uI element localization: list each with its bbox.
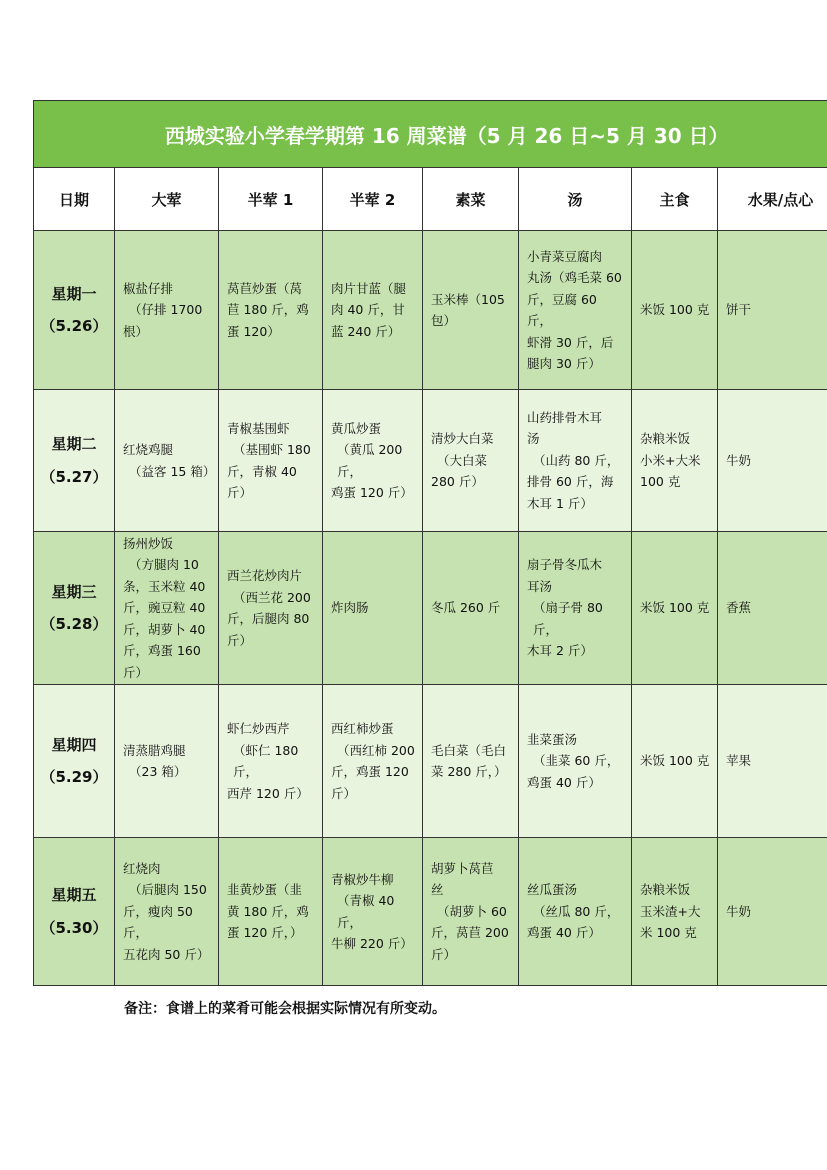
dish-line: （扇子骨 80 斤， <box>533 600 603 637</box>
dish-line: 肉 40 斤，甘 <box>331 302 405 318</box>
dish-line: （益客 15 箱） <box>129 463 216 479</box>
dish-line: 西芹 120 斤） <box>227 785 309 801</box>
dish-line: 西兰花炒肉片 <box>227 568 303 583</box>
dish-line: 红烧肉 <box>123 860 161 876</box>
day-cell <box>34 838 115 986</box>
spacer <box>34 907 114 917</box>
weekday-label: 星期二 <box>51 435 97 453</box>
dish-line: 蛋 120 斤，） <box>227 925 303 941</box>
weekday-label: 星期三 <box>51 582 97 601</box>
dish-line: 山药排骨木耳 <box>527 409 603 425</box>
column-header: 水果/点心 <box>718 168 827 231</box>
dish-line: （后腿肉 150 <box>129 882 207 898</box>
column-header: 半荤 2 <box>323 168 423 231</box>
dish-line: 青椒基围虾 <box>227 420 290 436</box>
day-cell <box>34 685 115 838</box>
dish-line: 肉片甘蓝（腿 <box>331 280 407 296</box>
dish-cell-vegetable <box>423 390 519 532</box>
dish-cell-main-meat <box>115 532 219 685</box>
dish-cell-half-meat-2 <box>323 532 423 685</box>
dish-line: 木耳 2 斤） <box>527 643 593 659</box>
spacer <box>34 305 114 315</box>
dish-cell-soup <box>519 231 632 390</box>
menu-row <box>34 838 827 986</box>
dish-line: 炸肉肠 <box>331 600 369 616</box>
day-cell <box>34 532 115 685</box>
column-header: 大荤 <box>115 168 219 231</box>
dish-line: 丝 <box>431 882 444 898</box>
dish-line: 杂粮米饭 <box>640 882 691 898</box>
dish-line: 香蕉 <box>726 600 752 616</box>
dish-line: 丸汤（鸡毛菜 60 <box>527 270 622 285</box>
dish-cell-staple <box>632 231 718 390</box>
menu-title: 西城实验小学春学期第 16 周菜谱（5 月 26 日~5 月 30 日） <box>164 123 729 148</box>
dish-cell-half-meat-1 <box>219 390 323 532</box>
dish-line: 斤，鸡蛋 120 <box>331 764 409 779</box>
dish-line: （仔排 1700 <box>129 302 203 318</box>
dish-line: 西红柿炒蛋 <box>331 721 394 736</box>
date-label: （5.26） <box>40 317 108 335</box>
dish-line: 青椒炒牛柳 <box>331 871 394 887</box>
menu-row <box>34 390 827 532</box>
dish-line: 扬州炒饭 <box>123 535 174 551</box>
date-label: （5.27） <box>40 467 108 486</box>
dish-line: （虾仁 180 斤， <box>233 742 299 779</box>
dish-cell-half-meat-2 <box>323 231 423 390</box>
column-header: 日期 <box>34 168 115 231</box>
dish-line: 斤） <box>431 946 457 962</box>
dish-cell-main-meat <box>115 685 219 838</box>
dish-cell-main-meat <box>115 390 219 532</box>
dish-line: （西兰花 200 <box>233 589 311 605</box>
dish-line: 斤，鸡蛋 160 <box>123 643 201 659</box>
dish-line: 玉米棒（105 <box>431 291 505 307</box>
dish-line: 鸡蛋 120 斤） <box>331 485 413 500</box>
dish-line: 斤） <box>123 664 149 680</box>
dish-line: 蛋 120） <box>227 323 280 339</box>
dish-line: 毛白菜（毛白 <box>431 742 507 758</box>
dish-line: 斤，莴苣 200 <box>431 925 509 941</box>
dish-line: 苣 180 斤，鸡 <box>227 302 309 318</box>
dish-cell-soup <box>519 532 632 685</box>
menu-body <box>34 231 827 986</box>
dish-line: 斤，豆腐 60 斤， <box>527 291 597 328</box>
dish-line: 杂粮米饭 <box>640 431 691 447</box>
dish-line: 鸡蛋 40 斤） <box>527 774 601 790</box>
dish-line: 黄瓜炒蛋 <box>331 420 382 436</box>
column-header: 汤 <box>519 168 632 231</box>
menu-table-wrapper <box>33 100 827 986</box>
dish-line: 米饭 100 克 <box>640 753 710 769</box>
dish-line: 米饭 100 克 <box>640 600 710 616</box>
dish-line: 牛奶 <box>726 452 752 468</box>
dish-line: 根） <box>123 323 149 339</box>
weekday-label: 星期五 <box>51 886 97 904</box>
dish-line: 胡萝卜莴苣 <box>431 860 494 876</box>
dish-cell-half-meat-1 <box>219 838 323 986</box>
dish-line: 斤，瘦肉 50 斤， <box>123 903 193 941</box>
dish-line: 清蒸腊鸡腿 <box>123 742 186 758</box>
menu-title-cell <box>34 101 827 168</box>
dish-cell-staple <box>632 390 718 532</box>
dish-line: 黄 180 斤，鸡 <box>227 903 309 919</box>
menu-row <box>34 532 827 685</box>
dish-cell-fruit-snack <box>718 231 827 390</box>
dish-line: 椒盐仔排 <box>123 280 174 296</box>
dish-line: 汤 <box>527 431 540 447</box>
dish-cell-half-meat-1 <box>219 685 323 838</box>
dish-cell-staple <box>632 838 718 986</box>
dish-line: 玉米渣+大 <box>640 903 701 919</box>
date-label: （5.29） <box>40 768 108 786</box>
dish-line: 牛奶 <box>726 903 752 919</box>
dish-line: 条，玉米粒 40 <box>123 578 206 594</box>
dish-cell-half-meat-2 <box>323 685 423 838</box>
dish-line: 五花肉 50 斤） <box>123 946 210 962</box>
date-label: （5.30） <box>40 918 108 937</box>
dish-line: 斤，青椒 40 斤） <box>227 463 297 500</box>
dish-line: （基围虾 180 <box>233 442 311 457</box>
dish-line: 斤，豌豆粒 40 <box>123 600 206 616</box>
dish-line: （大白菜 <box>437 452 488 468</box>
dish-line: 苹果 <box>726 753 752 769</box>
dish-line: 鸡蛋 40 斤） <box>527 925 601 941</box>
footnote: 备注：食谱上的菜肴可能会根据实际情况有所变动。 <box>124 1001 446 1017</box>
menu-table <box>33 100 827 986</box>
dish-line: （23 箱） <box>129 764 187 779</box>
dish-line: 排骨 60 斤，海 <box>527 474 614 490</box>
dish-line: 米 100 克 <box>640 925 697 941</box>
dish-cell-half-meat-2 <box>323 838 423 986</box>
spacer <box>34 456 114 466</box>
dish-cell-vegetable <box>423 685 519 838</box>
dish-cell-main-meat <box>115 231 219 390</box>
dish-cell-soup <box>519 838 632 986</box>
dish-line: 100 克 <box>640 474 681 490</box>
dish-line: 扇子骨冬瓜木 <box>527 557 603 573</box>
dish-cell-fruit-snack <box>718 532 827 685</box>
dish-cell-staple <box>632 685 718 838</box>
dish-cell-vegetable <box>423 532 519 685</box>
dish-line: 莴苣炒蛋（莴 <box>227 280 303 296</box>
dish-line: 斤） <box>331 785 357 801</box>
dish-line: （方腿肉 10 <box>129 557 199 573</box>
dish-line: 韭黄炒蛋（韭 <box>227 882 303 898</box>
dish-line: 小米+大米 <box>640 452 701 468</box>
dish-line: 斤） <box>227 632 253 648</box>
spacer <box>34 603 114 613</box>
dish-line: 蓝 240 斤） <box>331 323 401 339</box>
dish-cell-half-meat-1 <box>219 532 323 685</box>
dish-cell-soup <box>519 685 632 838</box>
dish-line: 丝瓜蛋汤 <box>527 882 578 898</box>
column-header: 主食 <box>632 168 718 231</box>
dish-cell-half-meat-1 <box>219 231 323 390</box>
dish-cell-half-meat-2 <box>323 390 423 532</box>
day-cell <box>34 390 115 532</box>
dish-cell-soup <box>519 390 632 532</box>
dish-line: （黄瓜 200 斤， <box>337 442 403 479</box>
weekday-label: 星期四 <box>51 735 97 754</box>
dish-line: 包） <box>431 313 457 328</box>
dish-line: 饼干 <box>726 302 752 318</box>
dish-line: 腿肉 30 斤） <box>527 356 601 371</box>
dish-line: 冬瓜 260 斤 <box>431 600 501 616</box>
dish-line: 耳汤 <box>527 578 553 594</box>
day-cell <box>34 231 115 390</box>
dish-line: （丝瓜 80 斤， <box>533 903 620 919</box>
dish-line: 木耳 1 斤） <box>527 495 593 511</box>
dish-cell-fruit-snack <box>718 390 827 532</box>
spacer <box>34 756 114 766</box>
dish-line: 280 斤） <box>431 474 484 490</box>
header-row <box>34 168 827 231</box>
column-header: 半荤 1 <box>219 168 323 231</box>
dish-line: 虾滑 30 斤，后 <box>527 334 614 350</box>
dish-line: （山药 80 斤， <box>533 452 620 468</box>
title-row <box>34 101 827 168</box>
dish-line: 小青菜豆腐肉 <box>527 248 603 264</box>
dish-cell-vegetable <box>423 231 519 390</box>
weekday-label: 星期一 <box>51 284 97 303</box>
dish-line: （青椒 40 斤， <box>337 893 395 930</box>
menu-row <box>34 231 827 390</box>
dish-line: 红烧鸡腿 <box>123 442 174 457</box>
dish-cell-vegetable <box>423 838 519 986</box>
date-label: （5.28） <box>40 615 108 633</box>
dish-line: 虾仁炒西芹 <box>227 721 290 736</box>
dish-cell-main-meat <box>115 838 219 986</box>
dish-line: （西红柿 200 <box>337 742 415 758</box>
column-header: 素菜 <box>423 168 519 231</box>
dish-line: 韭菜蛋汤 <box>527 731 578 747</box>
dish-cell-fruit-snack <box>718 685 827 838</box>
dish-line: （韭菜 60 斤， <box>533 753 620 769</box>
dish-line: 斤，后腿肉 80 <box>227 611 310 626</box>
dish-line: 菜 280 斤，） <box>431 764 507 779</box>
dish-cell-staple <box>632 532 718 685</box>
dish-line: 牛柳 220 斤） <box>331 936 413 951</box>
dish-line: （胡萝卜 60 <box>437 903 507 919</box>
dish-cell-fruit-snack <box>718 838 827 986</box>
dish-line: 米饭 100 克 <box>640 302 710 318</box>
dish-line: 斤，胡萝卜 40 <box>123 621 206 637</box>
dish-line: 清炒大白菜 <box>431 431 494 447</box>
menu-row <box>34 685 827 838</box>
